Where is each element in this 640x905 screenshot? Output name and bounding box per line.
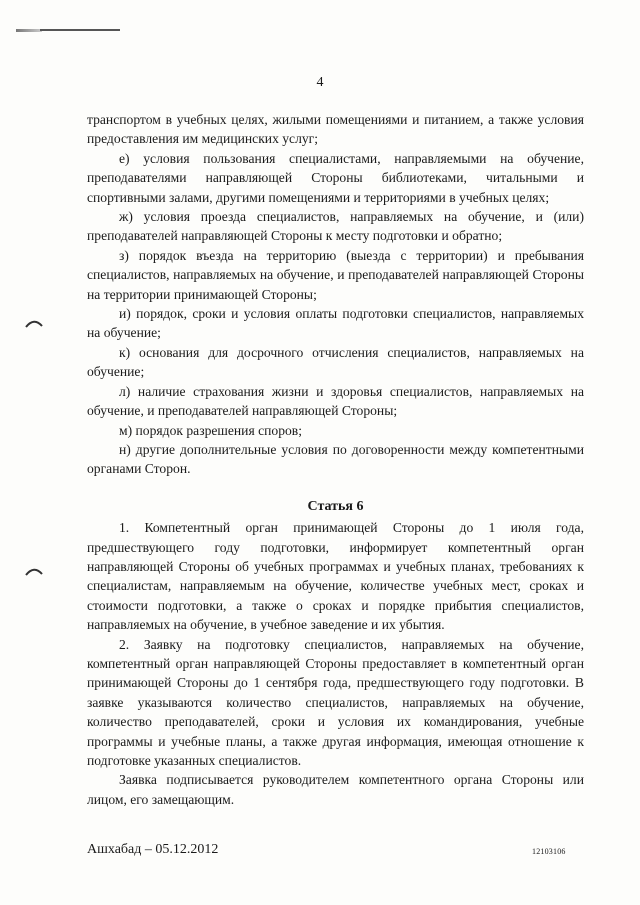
document-body [87,110,584,809]
paragraph-continuation: транспортом в учебных целях, жилыми помещениями и питанием, а также условия предоставления им медицинских услуг; [87,112,584,147]
list-item-zh: ж) условия проезда специалистов, направляемых на обучение, и (или) преподавателей направляющей Стороны к месту подготовки и обратно; [87,209,584,244]
punch-hole-icon [25,318,43,328]
list-item-z: з) порядок въезда на территорию (выезда с территории) и пребывания специалистов, направляемых на обучение, и преподавателей направляющей Стороны на территории принимающей Стороны; [87,247,584,302]
page-number: 4 [316,75,324,90]
article-paragraph: Заявка подписывается руководителем компетентного органа Стороны или лицом, его замещающим. [87,772,584,807]
list-item-e: е) условия пользования специалистами, направляемыми на обучение, преподавателями направляющей Стороны библиотеками, читальными и спортивными залами, другими помещениями и территориями в учебных целях; [87,150,584,205]
list-item-i: и) порядок, сроки и условия оплаты подготовки специалистов, направляемых на обучение; [87,306,584,341]
list-item-k: к) основания для досрочного отчисления специалистов, направляемых на обучение; [87,344,584,380]
list-item-n: н) другие дополнительные условия по договоренности между компетентными органами Сторон. [87,441,584,477]
list-item-m: м) порядок разрешения споров; [119,422,302,438]
scan-smudge [16,29,42,32]
scan-line [40,29,120,31]
punch-hole-icon [25,566,43,576]
footer-document-code: 12103106 [532,847,566,856]
article-heading: Статья 6 [307,498,364,514]
article-paragraph: 2. Заявку на подготовку специалистов, направляемых на обучение, компетентный орган направляющей Стороны предоставляет в компетентный орган принимающей Стороны до 1 сентября года, предшествующего году подготовки. В заявке указываются количество специалистов, направляемых на обучение, количество преподавателей, сроки и условия их командирования, учебные программы и учебные планы, а также другая информация, имеющая отношение к подготовке указанных специалистов. [87,636,584,768]
list-item-l: л) наличие страхования жизни и здоровья специалистов, направляемых на обучение, и преподавателей направляющей Стороны; [87,383,584,419]
article-paragraph: 1. Компетентный орган принимающей Стороны до 1 июля года, предшествующего году подготовки, информирует компетентный орган направляющей Стороны об учебных программах и учебных планах, требованиях к специалистам, направляемым на обучение, количестве учебных мест, сроках и стоимости подготовки, а также о сроках и порядке прибытия специалистов, направляемых на обучение, в учебное заведение и их убытия. [87,520,584,633]
scan-mark [16,29,120,32]
footer-place-date: Ашхабад – 05.12.2012 [87,842,219,857]
